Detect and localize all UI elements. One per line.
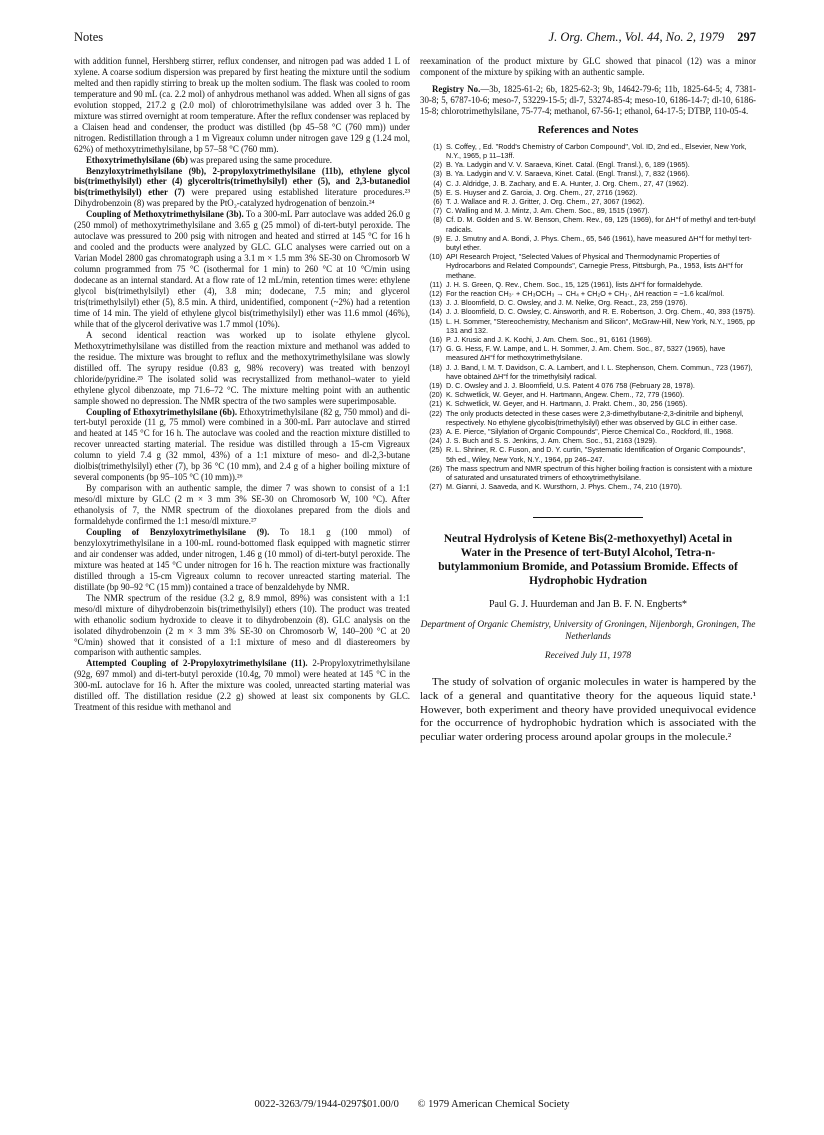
paragraph-text: with addition funnel, Hershberg stirrer, reflux condenser, and nitrogen pad was added 1 L of xylene. A coarse sodium dispersion was prepared by first heating the mixture until the sodium melted and then rapidly stirring to break up the molten sodium. The flask was cooled to room temperature and 90 mL (ca. 2.2 mol) of anhydrous methanol was added. When all signs of gas evolution stopped, 217.2 g (2.0 mol) of chlorotrimethylsilane was added over 3 h. The mixture was stirred overnight at room temperature. After the reflux condenser was replaced by a Claisen head and condenser, the product was distilled (bp 45–58 °C (760 mm)) under nitrogen. Redistillation through a 1 m Vigreaux column under nitrogen gave 129 g (1.24 mol, 62%) of methoxytrimethylsilane, bp 57–58 °C (760 mm). (74, 56, 410, 154)
reference-item (420, 390, 756, 399)
reference-number: (4) (433, 178, 442, 188)
reference-number: (2) (433, 160, 442, 170)
reference-item (420, 234, 756, 252)
registry-text: —3b, 1825-61-2; 6b, 1825-62-3; 9b, 14642-79-6; 11b, 1825-64-5; 4, 7381-30-8; 5, 6787-10-6; meso-7, 53229-15-5; dl-7, 53274-85-4; meso-10, 6186-14-7; dl-10, 6186-15-8; chlorotrimethylsilane, 75-77-4; methanol, 67-56-1; ethanol, 64-17-5; DTBP, 110-05-4. (420, 83, 756, 116)
paragraph (74, 209, 410, 329)
reference-text: P. J. Krusic and J. K. Kochi, J. Am. Chem. Soc., 91, 6161 (1969). (446, 334, 653, 344)
reference-number: (18) (429, 362, 442, 372)
registry-heading: Registry No. (432, 83, 481, 94)
reference-text: B. Ya. Ladygin and V. V. Saraeva, Kinet. Catal. (Engl. Transl.), 6, 189 (1965). (446, 160, 690, 170)
paragraph (74, 527, 410, 593)
reference-item (420, 197, 756, 206)
run-in-heading: Coupling of Methoxytrimethylsilane (3b). (86, 209, 244, 220)
paragraph-text: A second identical reaction was worked up to isolate ethylene glycol. Methoxytrimethylsilane was distilled from the reaction mixture and methanol was added to the residue. The mixture was brought to reflux and the methoxytrimethylsilane was slowly distilled off. The syrupy residue (0.83 g, 98% recovery) was treated with benzoyl chloride/pyridine.²⁵ The isolated solid was recrystallized from methanol–water to yield ethylene glycol dibenzoate, mp 71.6–72 °C. The mixture melting point with an authentic sample showed no depression. The NMR spectra of the two samples were superimposable. (74, 329, 410, 406)
reference-text: K. Schwetlick, W. Geyer, and H. Hartmann, Angew. Chem., 72, 779 (1960). (446, 390, 685, 400)
reference-item (420, 169, 756, 178)
reference-text: L. H. Sommer, "Stereochemistry, Mechanism and Silicon", McGraw-Hill, New York, N.Y., 1965, pp 131 and 132. (446, 316, 755, 335)
paragraph (74, 155, 410, 166)
reference-number: (9) (433, 233, 442, 243)
registry-numbers (420, 84, 756, 117)
reference-number: (19) (429, 381, 442, 390)
paragraph-text: By comparison with an authentic sample, the dimer 7 was shown to consist of a 1:1 meso/dl mixture by GLC (2 m × 3 mm 3% SE-30 on Chromosorb W, 100 °C). After ethanolysis of 7, the NMR spectrum of the dioxolanes prepared from the diols and formaldehyde confirmed the 1:1 meso/dl mixture.²⁷ (74, 483, 410, 527)
reference-item (420, 280, 756, 289)
reference-number: (20) (429, 390, 442, 400)
reference-item (420, 142, 756, 160)
paragraph (74, 166, 410, 210)
reference-number: (24) (429, 436, 442, 446)
reference-number: (11) (429, 279, 442, 289)
reference-item (420, 464, 756, 482)
paragraph-text: To 18.1 g (100 mmol) of benzyloxytrimethylsilane in a 100-mL round-bottomed flask equipped with magnetic stirrer and air condenser was added, under nitrogen, 1.46 g (10 mmol) of di-tert-butyl peroxide. The mixture was heated at 145 °C under nitrogen for 16 h. The reaction mixture was fractionally distilled through a 15-cm Vigreaux column to recover unreacted starting material. The distillate (bp 90–92 °C (15 mm)) contained a trace of benzaldehyde by NMR. (74, 526, 411, 592)
reference-number: (5) (433, 187, 442, 197)
paragraph (74, 56, 410, 155)
reference-number: (16) (429, 334, 442, 344)
reference-item (420, 335, 756, 344)
reference-number: (7) (433, 206, 442, 216)
reference-item (420, 427, 756, 436)
page-number: 297 (737, 30, 756, 44)
paragraph (74, 407, 410, 484)
paragraph-text: was prepared using the same procedure. (187, 154, 332, 165)
reference-item (420, 399, 756, 408)
reference-text: For the reaction CH₃· + CH₃OCH₃ → CH₄ + CH₂O + CH₃·, ΔH reaction = −1.6 kcal/mol. (446, 288, 725, 298)
reference-text: J. J. Bloomfield, D. C. Owsley, C. Ainsworth, and R. E. Robertson, J. Org. Chem., 40, 393 (1975). (446, 307, 756, 317)
reference-item (420, 381, 756, 390)
reference-text: The only products detected in these cases were 2,3-dimethylbutane-2,3-dinitrile and biphenyl, respectively. No ethylene glycolbis(trimethylsilyl) ether was observed by GLC in either case. (446, 408, 744, 427)
reference-list (420, 142, 756, 492)
reference-item (420, 179, 756, 188)
reference-item (420, 252, 756, 280)
reference-text: Cf. D. M. Golden and S. W. Benson, Chem. Rev., 69, 125 (1969), for ΔH°f of methyl and tert-butyl radicals. (446, 215, 756, 234)
reference-text: B. Ya. Ladygin and V. V. Saraeva, Kinet. Catal. (Engl. Transl.), 7, 832 (1966). (446, 169, 690, 179)
references-heading: References and Notes (537, 123, 639, 136)
run-in-heading: Coupling of Ethoxytrimethylsilane (6b). (86, 406, 238, 417)
continuation-paragraph: reexamination of the product mixture by GLC showed that pinacol (12) was a minor component of the mixture by spiking with an authentic sample. (420, 56, 756, 77)
reference-number: (13) (429, 298, 442, 308)
reference-text: K. Schwetlick, W. Geyer, and H. Hartmann, J. Prakt. Chem., 30, 256 (1965). (446, 399, 688, 409)
paragraph-text: The NMR spectrum of the residue (3.2 g, 8.9 mmol, 89%) was consistent with a 1:1 meso/dl mixture of dihydrobenzoin bis(trimethylsilyl) ethers (10). The product was treated with ethanolic sodium hydroxide to cleave it to dihydrobenzoin (8). GLC analysis on the isolated dihydrobenzoin (2 m × 3 mm 3% SE-30 on Chromosorb W, 140–200 °C at 20 °C/min) showed that it consisted of a 1:1 mixture of meso and dl diastereomers by comparison with authentic samples. (74, 592, 410, 658)
reference-item (420, 409, 756, 427)
reference-number: (1) (433, 141, 442, 151)
reference-text: R. L. Shriner, R. C. Fuson, and D. Y. curtin, "Systematic Identification of Organic Compounds", 5th ed., Wiley, New York, N.Y., 1964, pp 246–247. (446, 445, 746, 464)
run-in-heading: Attempted Coupling of 2-Propyloxytrimethylsilane (11). (86, 658, 308, 669)
reference-number: (27) (429, 482, 442, 492)
reference-item (420, 215, 756, 233)
reference-text: D. C. Owsley and J. J. Bloomfield, U.S. Patent 4 076 758 (February 28, 1978). (446, 381, 695, 390)
page-footer (0, 1099, 824, 1110)
paragraph-text: 2-Propyloxytrimethylsilane (92g, 697 mmol) and di-tert-butyl peroxide (10.4g, 70 mmol) were heated at 145 °C in the 300-mL autoclave for 16 h. After the mixture was cooled, unreacted starting material was distilled off. The distillation residue (2.2 g) showed at least six components by GLC. Treatment of this residue with methanol and (74, 658, 410, 713)
reference-item (420, 188, 756, 197)
right-column (420, 56, 756, 744)
reference-item (420, 363, 756, 381)
paragraph-text: To a 300-mL Parr autoclave was added 26.0 g (250 mmol) of methoxytrimethylsilane and 3.65 g (25 mmol) of di-tert-butyl peroxide. The autoclave was pressured to 200 psig with nitrogen and heated and stirred at 145 °C for 16 h and cooled and the products were analyzed by GLC. GLC analyses were carried out on a Varian Model 2800 gas chromatograph using a 3.1 m × 1.5 mm 3% SE-30 on Chromosorb W column programmed from 75 °C (isothermal for 1 min) to 260 °C at 10 °C/min using dodecane as an internal standard. At a flow rate of 12 mL/min, retention times were: ethylene glycol bis(trimethylsilyl) ether (4), 3.8 min; dodecane, 7.5 min; and glycerol tris(trimethylsilyl) ether (5), 8.5 min. A third, unidentified, component (~2%) had a retention time of 14 min. The yield of ethylene glycol bis(trimethylsilyl) ether was 11.6 mmol (46%), while that of the glycerol derivative was 1.7 mmol (10%). (74, 209, 411, 329)
reference-text: J. S. Buch and S. S. Jenkins, J. Am. Chem. Soc., 51, 2163 (1929). (446, 436, 657, 446)
article-title: Neutral Hydrolysis of Ketene Bis(2-methoxyethyl) Acetal in Water in the Presence of tert-Butyl Alcohol, Tetra-n-butylammonium Bromide, and Potassium Bromide. Effects of Hydrophobic Hydration (438, 533, 738, 588)
reference-text: J. J. Bloomfield, D. C. Owsley, and J. M. Nelke, Org. React., 23, 259 (1976). (446, 298, 688, 308)
reference-text: C. J. Aldridge, J. B. Zachary, and E. A. Hunter, J. Org. Chem., 27, 47 (1962). (446, 178, 689, 188)
reference-text: T. J. Wallace and R. J. Gritter, J. Org. Chem., 27, 3067 (1962). (446, 196, 645, 206)
reference-text: C. Walling and M. J. Mintz, J. Am. Chem. Soc., 89, 1515 (1967). (446, 206, 650, 216)
journal-citation (549, 30, 756, 45)
reference-item (420, 482, 756, 491)
left-column (74, 56, 410, 713)
reference-number: (8) (433, 215, 442, 225)
reference-item (420, 436, 756, 445)
reference-text: API Research Project, "Selected Values of Physical and Thermodynamic Properties of Hydrocarbons and Related Compounds", Carnegie Press, Pittsburgh, Pa., 1953, lists ΔH°f for methane. (446, 252, 744, 280)
reference-number: (21) (429, 399, 442, 409)
reference-text: J. J. Band, I. M. T. Davidson, C. A. Lambert, and I. L. Stephenson, Chem. Commun., 723 (1967), have obtained ΔH°f for the trimethylsilyl radical. (446, 362, 753, 381)
paragraph (74, 593, 410, 659)
section-label: Notes (74, 30, 104, 44)
article-code: 0022-3263/79/1944-0297$01.00/0 (254, 1099, 399, 1110)
reference-text: J. H. S. Green, Q. Rev., Chem. Soc., 15, 125 (1961), lists ΔH°f for formaldehyde. (446, 279, 703, 289)
paragraph-text: were prepared using established literature procedures.²³ Dihydrobenzoin (8) was prepared by the PtO₂-catalyzed hydrogenation of benzoin.²⁴ (74, 187, 410, 209)
received-date: Received July 11, 1978 (544, 651, 632, 662)
reference-text: M. Gianni, J. Saaveda, and K. Wursthorn, J. Phys. Chem., 74, 210 (1970). (446, 482, 682, 492)
reference-number: (22) (429, 408, 442, 418)
reference-item (420, 307, 756, 316)
section-divider (533, 517, 643, 518)
run-in-heading: Benzyloxytrimethylsilane (9b), 2-propyloxytrimethylsilane (11b), ethylene glycol bis(trimethylsilyl) ether (4) glyceroltris(trimethylsilyl) ether (5), and 2,3-butanediol bis(trimethylsilyl) ether (7) (74, 165, 410, 198)
reference-number: (3) (433, 169, 442, 179)
author-affiliation: Department of Organic Chemistry, University of Groningen, Nijenborgh, Groningen, The Netherlands (420, 620, 756, 643)
reference-number: (23) (429, 427, 442, 437)
run-in-heading: Ethoxytrimethylsilane (6b) (86, 154, 188, 165)
journal-name: J. Org. Chem., Vol. 44, No. 2, 1979 (548, 30, 725, 44)
reference-text: E. S. Huyser and Z. Garcia, J. Org. Chem., 27, 2716 (1962). (446, 187, 638, 197)
reference-text: The mass spectrum and NMR spectrum of this higher boiling fraction is consistent with a mixture of saturated and unsaturated trimers of ethoxytrimethylsilane. (446, 463, 753, 483)
reference-item (420, 317, 756, 335)
reference-number: (10) (429, 252, 442, 262)
reference-item (420, 344, 756, 362)
reference-item (420, 289, 756, 298)
introduction-paragraph: The study of solvation of organic molecules in water is hampered by the lack of a general and quantitative theory for the aqueous liquid state.¹ However, both experiment and theory have provided unequivocal evidence for the occurrence of hydrophobic hydration which is associated with the peculiar water ordering process around apolar groups in the molecule.² (420, 676, 756, 743)
reference-number: (25) (429, 445, 442, 455)
reference-number: (6) (433, 196, 442, 206)
reference-text: S. Coffey, , Ed. "Rodd's Chemistry of Carbon Compound", Vol. ID, 2nd ed., Elsevier, New York, N.Y., 1965, p 11–13ff. (446, 141, 747, 160)
article-authors: Paul G. J. Huurdeman and Jan B. F. N. Engberts* (488, 599, 688, 611)
reference-item (420, 206, 756, 215)
paragraph (74, 330, 410, 407)
reference-text: G. G. Hess, F. W. Lampe, and L. H. Sommer, J. Am. Chem. Soc., 87, 5327 (1965), have measured ΔH°f for methoxytrimethylsilane. (446, 344, 726, 363)
reference-item (420, 298, 756, 307)
paragraph (74, 483, 410, 527)
reference-number: (12) (429, 288, 442, 298)
reference-number: (14) (429, 307, 442, 317)
paragraph (74, 658, 410, 713)
reference-number: (15) (429, 316, 442, 326)
reference-number: (26) (429, 463, 442, 473)
reference-number: (17) (429, 344, 442, 354)
paragraph-text: Ethoxytrimethylsilane (82 g, 750 mmol) and di-tert-butyl peroxide (11 g, 75 mmol) were combined in a 300-mL Parr autoclave and stirred and heated at 145 °C for 16 h. The autoclave was cooled and the reaction mixture distilled to recover unreacted starting material. The residue was distilled through a 15-cm Vigreaux column to yield 7.4 g (32 mmol, 43%) of a 1:1 mixture of meso- and dl-2,3-butane diolbis(trimethylsilyl) ether (7), bp 36 °C (10 mm), and 2.4 g of a higher boiling mixture of several components (bp 95–105 °C (10 mm)).²⁶ (74, 406, 410, 483)
reference-text: E. J. Smutny and A. Bondi, J. Phys. Chem., 65, 546 (1961), have measured ΔH°f for methyl tert-butyl ether. (446, 233, 752, 252)
run-in-heading: Coupling of Benzyloxytrimethylsilane (9). (86, 526, 270, 537)
reference-item (420, 160, 756, 169)
copyright-notice: © 1979 American Chemical Society (417, 1099, 570, 1110)
reference-text: A. E. Pierce, "Silylation of Organic Compounds", Pierce Chemical Co., Rockford, Ill., 1968. (446, 427, 734, 437)
reference-item (420, 445, 756, 463)
